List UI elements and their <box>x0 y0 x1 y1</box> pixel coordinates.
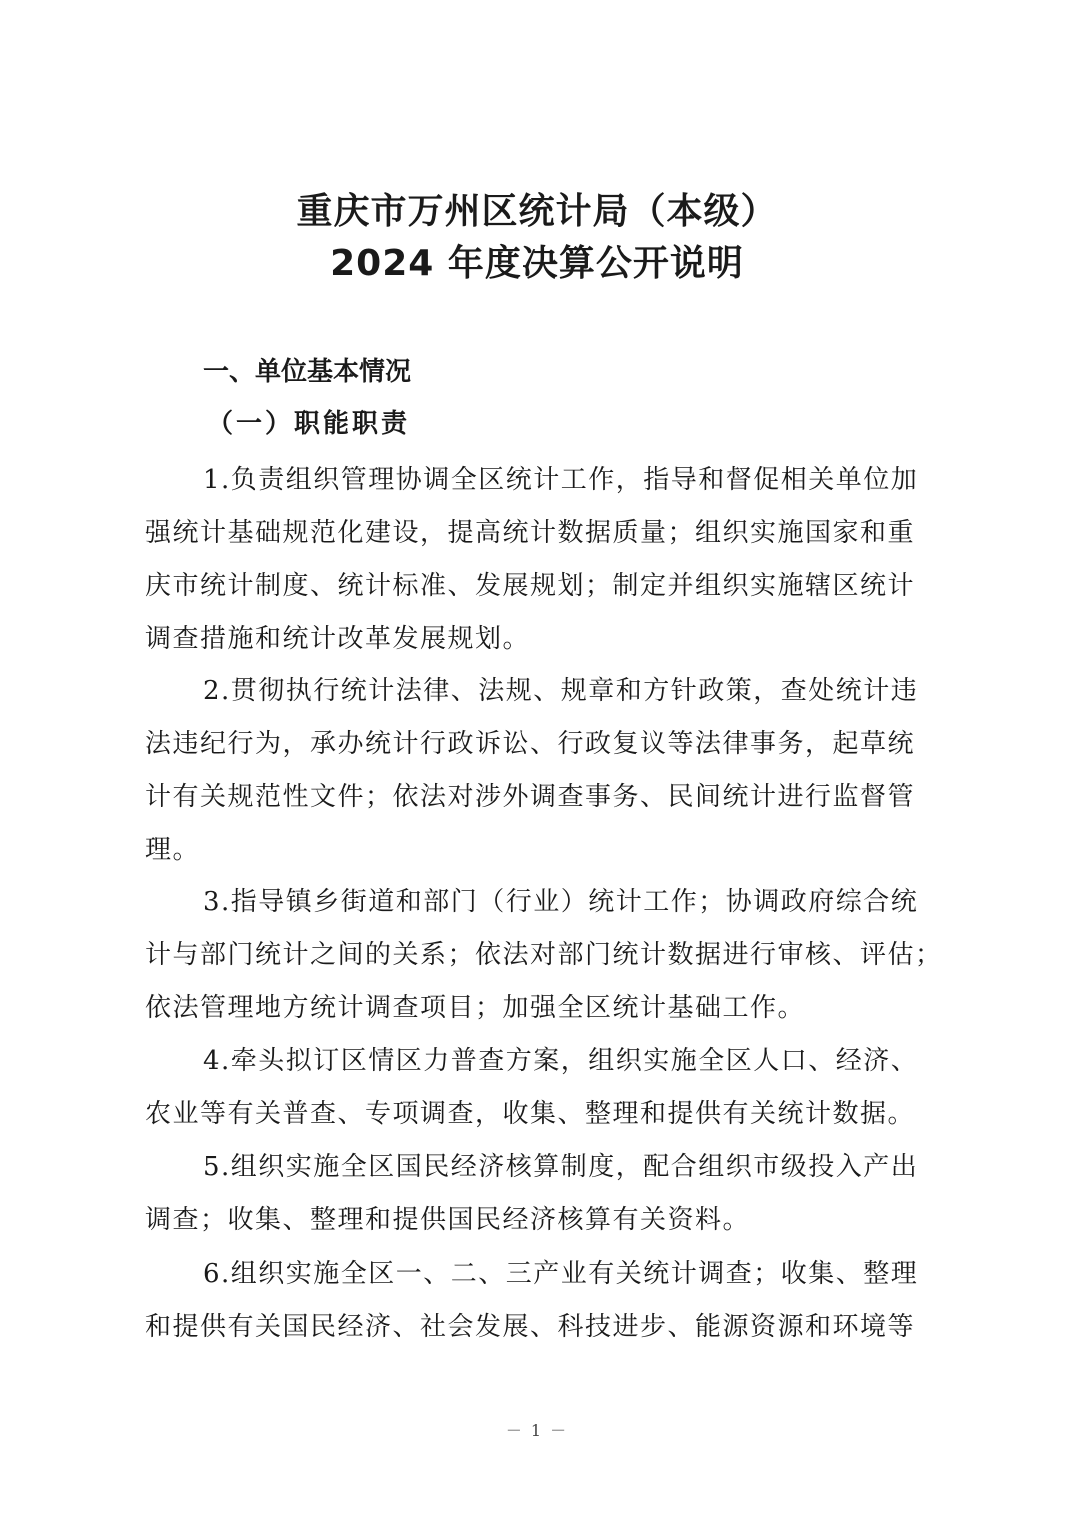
paragraph-line: 调查措施和统计改革发展规划。 <box>145 624 531 654</box>
paragraph-duty-1 <box>145 454 945 666</box>
subsection-heading-functions: （一）职能职责 <box>207 409 411 439</box>
paragraph-line: 依法管理地方统计调查项目；加强全区统计基础工作。 <box>145 993 806 1023</box>
paragraph-line: 1.负责组织管理协调全区统计工作，指导和督促相关单位加 <box>203 465 919 495</box>
paragraph-duty-5 <box>145 1141 945 1247</box>
document-title-line-1: 重庆市万州区统计局（本级） <box>296 191 778 232</box>
paragraph-line: 调查；收集、整理和提供国民经济核算有关资料。 <box>145 1205 751 1235</box>
page-number: － 1 － <box>505 1421 569 1440</box>
paragraph-line: 和提供有关国民经济、社会发展、科技进步、能源资源和环境等 <box>145 1312 916 1342</box>
document-title-line-2: 2024 年度决算公开说明 <box>330 243 744 284</box>
paragraph-line: 6.组织实施全区一、二、三产业有关统计调查；收集、整理 <box>203 1259 919 1289</box>
paragraph-line: 强统计基础规范化建设，提高统计数据质量；组织实施国家和重 <box>145 518 916 548</box>
section-heading-basic-info: 一、单位基本情况 <box>203 357 412 387</box>
paragraph-line: 理。 <box>145 835 201 865</box>
paragraph-line: 庆市统计制度、统计标准、发展规划；制定并组织实施辖区统计 <box>145 571 916 601</box>
paragraph-line: 农业等有关普查、专项调查，收集、整理和提供有关统计数据。 <box>145 1099 916 1129</box>
paragraph-line: 5.组织实施全区国民经济核算制度，配合组织市级投入产出 <box>203 1152 919 1182</box>
paragraph-line: 4.牵头拟订区情区力普查方案，组织实施全区人口、经济、 <box>203 1046 919 1076</box>
paragraph-line: 2.贯彻执行统计法律、法规、规章和方针政策，查处统计违 <box>203 676 919 706</box>
paragraph-line: 计有关规范性文件；依法对涉外调查事务、民间统计进行监督管 <box>145 782 916 812</box>
paragraph-duty-4 <box>145 1035 945 1141</box>
paragraph-duty-3 <box>145 876 945 1035</box>
paragraph-line: 计与部门统计之间的关系；依法对部门统计数据进行审核、评估； <box>145 940 943 970</box>
paragraph-line: 3.指导镇乡街道和部门（行业）统计工作；协调政府综合统 <box>203 887 919 917</box>
paragraph-duty-2 <box>145 665 945 877</box>
paragraph-line: 法违纪行为，承办统计行政诉讼、行政复议等法律事务，起草统 <box>145 729 916 759</box>
paragraph-duty-6 <box>145 1248 945 1354</box>
